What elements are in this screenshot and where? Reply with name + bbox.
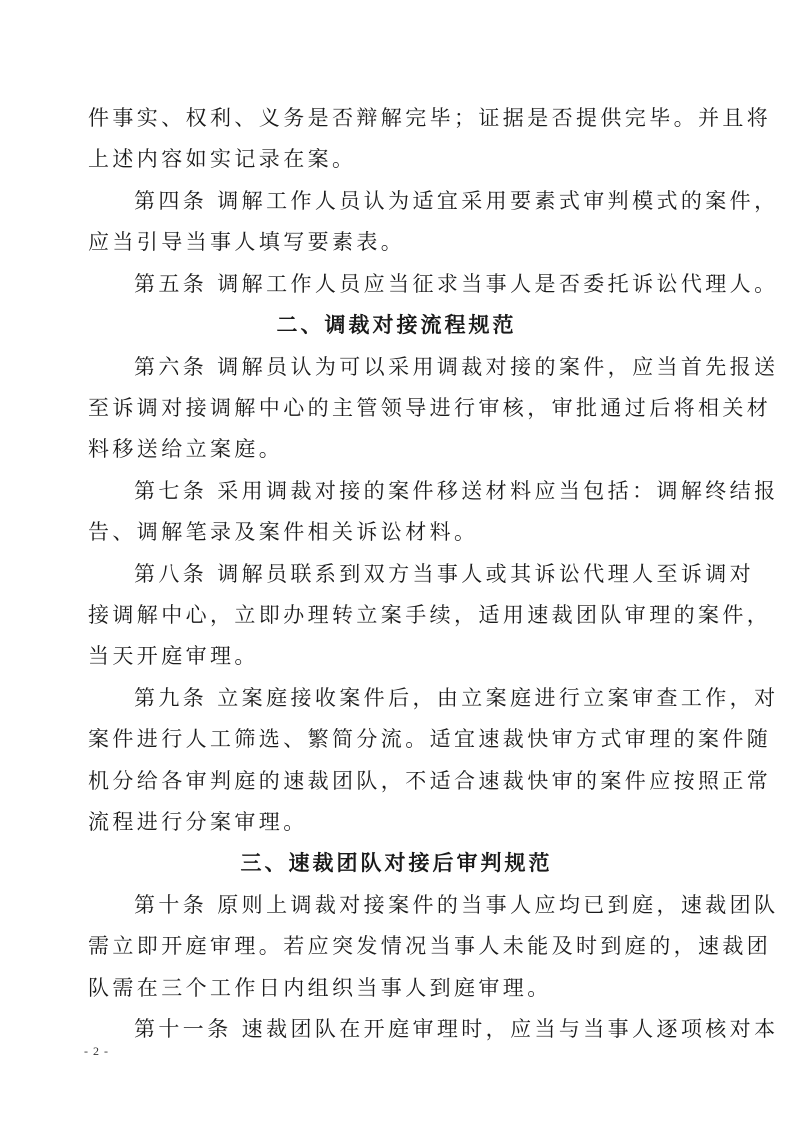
body-text-line: 料移送给立案庭。 <box>88 437 284 461</box>
body-text-line: 流程进行分案审理。 <box>88 810 308 834</box>
section-heading-3: 三、速裁团队对接后审判规范 <box>240 850 553 875</box>
article-10-line: 第十条 原则上调裁对接案件的当事人应均已到庭，速裁团队 <box>134 893 779 917</box>
article-5-line: 第五条 调解工作人员应当征求当事人是否委托诉讼代理人。 <box>134 272 779 296</box>
article-11-line: 第十一条 速裁团队在开庭审理时，应当与当事人逐项核对本 <box>134 1017 779 1041</box>
article-6-line: 第六条 调解员认为可以采用调裁对接的案件，应当首先报送 <box>134 355 779 379</box>
body-text-line: 需立即开庭审理。若应突发情况当事人未能及时到庭的，速裁团 <box>88 934 772 958</box>
section-heading-2: 二、调裁对接流程规范 <box>276 312 517 337</box>
body-text-line: 上述内容如实记录在案。 <box>88 147 357 171</box>
article-4-line: 第四条 调解工作人员认为适宜采用要素式审判模式的案件， <box>134 189 779 213</box>
body-text-line: 告、调解笔录及案件相关诉讼材料。 <box>88 520 479 544</box>
body-text-line: 应当引导当事人填写要素表。 <box>88 230 406 254</box>
body-text-line: 当天开庭审理。 <box>88 644 259 668</box>
body-text-line: 接调解中心，立即办理转立案手续，适用速裁团队审理的案件， <box>88 603 772 627</box>
body-text-line: 案件进行人工筛选、繁简分流。适宜速裁快审方式审理的案件随 <box>88 727 772 751</box>
body-text-line: 至诉调对接调解中心的主管领导进行审核，审批通过后将相关材 <box>88 396 772 420</box>
article-8-line: 第八条 调解员联系到双方当事人或其诉讼代理人至诉调对 <box>134 562 755 586</box>
article-7-line: 第七条 采用调裁对接的案件移送材料应当包括：调解终结报 <box>134 479 779 503</box>
body-text-line: 件事实、权利、义务是否辩解完毕；证据是否提供完毕。并且将 <box>88 106 772 130</box>
page-number: - 2 - <box>84 1044 109 1058</box>
article-9-line: 第九条 立案庭接收案件后，由立案庭进行立案审查工作，对 <box>134 686 779 710</box>
body-text-line: 队需在三个工作日内组织当事人到庭审理。 <box>88 976 552 1000</box>
body-text-line: 机分给各审判庭的速裁团队，不适合速裁快审的案件应按照正常 <box>88 769 772 793</box>
